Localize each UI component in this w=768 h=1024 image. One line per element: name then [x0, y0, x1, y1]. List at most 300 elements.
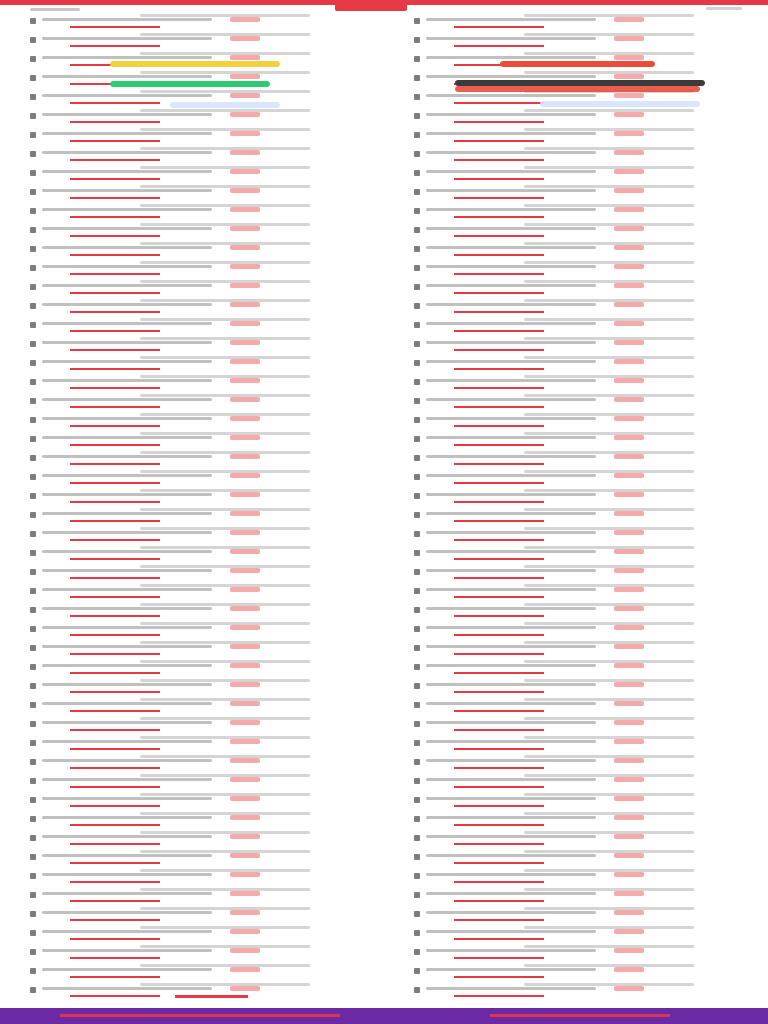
listing-title[interactable]	[426, 607, 596, 610]
bullet-icon	[30, 873, 36, 879]
listing-meta	[140, 33, 310, 36]
list-item[interactable]	[30, 31, 330, 50]
listing-title[interactable]	[426, 341, 596, 344]
row-underline	[454, 539, 544, 541]
list-item[interactable]	[414, 563, 714, 582]
list-item[interactable]	[414, 506, 714, 525]
listing-meta	[140, 185, 310, 188]
listing-meta	[140, 52, 310, 55]
list-item[interactable]	[30, 639, 330, 658]
row-underline	[70, 539, 160, 541]
list-item[interactable]	[30, 848, 330, 867]
row-underline	[70, 520, 160, 522]
listing-title[interactable]	[426, 474, 596, 477]
list-item[interactable]	[30, 601, 330, 620]
listing-title[interactable]	[42, 778, 212, 781]
bullet-icon	[30, 56, 36, 62]
list-item[interactable]	[30, 734, 330, 753]
row-underline	[454, 406, 544, 408]
bullet-icon	[30, 721, 36, 727]
list-item[interactable]	[414, 544, 714, 563]
listing-title[interactable]	[42, 493, 212, 496]
list-item[interactable]	[30, 506, 330, 525]
list-item[interactable]	[30, 544, 330, 563]
ad-badge	[614, 245, 644, 250]
listing-title[interactable]	[426, 322, 596, 325]
listing-title[interactable]	[426, 683, 596, 686]
row-underline	[70, 444, 160, 446]
listing-title[interactable]	[42, 816, 212, 819]
list-item[interactable]	[414, 810, 714, 829]
list-item[interactable]	[30, 259, 330, 278]
right-column	[384, 12, 768, 1008]
listing-title[interactable]	[426, 531, 596, 534]
list-item[interactable]	[30, 924, 330, 943]
list-item[interactable]	[414, 468, 714, 487]
ad-badge	[614, 359, 644, 364]
ad-badge	[230, 340, 260, 345]
list-item[interactable]	[30, 753, 330, 772]
list-item[interactable]	[414, 145, 714, 164]
bullet-icon	[414, 151, 420, 157]
list-item[interactable]	[414, 107, 714, 126]
list-item[interactable]	[30, 373, 330, 392]
bullet-icon	[414, 607, 420, 613]
ad-badge	[230, 701, 260, 706]
list-item[interactable]	[30, 183, 330, 202]
listing-title[interactable]	[426, 588, 596, 591]
list-item[interactable]	[414, 183, 714, 202]
bullet-icon	[414, 56, 420, 62]
site-logo[interactable]	[335, 3, 407, 11]
list-item[interactable]	[414, 278, 714, 297]
listing-title[interactable]	[42, 588, 212, 591]
listing-title[interactable]	[426, 550, 596, 553]
list-item[interactable]	[414, 620, 714, 639]
listing-title[interactable]	[426, 892, 596, 895]
listing-meta	[524, 394, 694, 397]
listing-title[interactable]	[42, 474, 212, 477]
listing-title[interactable]	[426, 379, 596, 382]
listing-title[interactable]	[42, 512, 212, 515]
list-item[interactable]	[414, 316, 714, 335]
ad-badge	[230, 359, 260, 364]
list-item[interactable]	[414, 354, 714, 373]
list-item[interactable]	[30, 430, 330, 449]
bullet-icon	[414, 284, 420, 290]
listing-title[interactable]	[42, 987, 212, 990]
listing-title[interactable]	[42, 854, 212, 857]
list-item[interactable]	[414, 430, 714, 449]
listing-title[interactable]	[42, 417, 212, 420]
listing-title[interactable]	[426, 132, 596, 135]
listing-title[interactable]	[42, 132, 212, 135]
row-underline	[70, 254, 160, 256]
listing-title[interactable]	[426, 854, 596, 857]
listing-title[interactable]	[42, 208, 212, 211]
list-item[interactable]	[30, 772, 330, 791]
list-item[interactable]	[414, 981, 714, 1000]
listing-title[interactable]	[426, 208, 596, 211]
listing-title[interactable]	[426, 569, 596, 572]
row-underline	[70, 862, 160, 864]
list-item[interactable]	[414, 753, 714, 772]
row-underline	[454, 121, 544, 123]
footer-accent	[60, 1014, 340, 1017]
listing-title[interactable]	[426, 759, 596, 762]
list-item[interactable]	[414, 487, 714, 506]
page-caption	[30, 8, 80, 11]
listing-title[interactable]	[42, 892, 212, 895]
list-item[interactable]	[414, 829, 714, 848]
list-item[interactable]	[414, 734, 714, 753]
listing-meta	[524, 964, 694, 967]
listing-meta	[140, 394, 310, 397]
ad-badge	[614, 929, 644, 934]
listing-title[interactable]	[426, 740, 596, 743]
listing-title[interactable]	[42, 626, 212, 629]
listing-title[interactable]	[42, 569, 212, 572]
bullet-icon	[414, 626, 420, 632]
listing-title[interactable]	[42, 75, 212, 78]
bullet-icon	[414, 759, 420, 765]
listing-title[interactable]	[42, 531, 212, 534]
listing-title[interactable]	[42, 265, 212, 268]
listing-title[interactable]	[426, 170, 596, 173]
listing-title[interactable]	[426, 303, 596, 306]
ad-badge	[614, 663, 644, 668]
listing-title[interactable]	[42, 740, 212, 743]
listing-title[interactable]	[426, 835, 596, 838]
listing-meta	[524, 71, 694, 74]
bullet-icon	[30, 759, 36, 765]
list-item[interactable]	[30, 658, 330, 677]
banner-strip	[170, 102, 280, 108]
listing-title[interactable]	[426, 873, 596, 876]
list-item[interactable]	[414, 886, 714, 905]
listing-title[interactable]	[426, 797, 596, 800]
list-item[interactable]	[414, 126, 714, 145]
listing-title[interactable]	[42, 379, 212, 382]
listing-title[interactable]	[426, 702, 596, 705]
listing-meta	[140, 565, 310, 568]
bullet-icon	[30, 968, 36, 974]
row-underline	[454, 710, 544, 712]
list-item[interactable]	[414, 677, 714, 696]
list-item[interactable]	[414, 411, 714, 430]
ad-badge	[614, 815, 644, 820]
listing-title[interactable]	[426, 949, 596, 952]
row-underline	[454, 387, 544, 389]
list-item[interactable]	[414, 12, 714, 31]
listing-title[interactable]	[426, 360, 596, 363]
listing-title[interactable]	[426, 645, 596, 648]
bullet-icon	[414, 493, 420, 499]
listing-title[interactable]	[42, 56, 212, 59]
listing-title[interactable]	[426, 968, 596, 971]
listing-title[interactable]	[42, 37, 212, 40]
row-underline	[454, 672, 544, 674]
listing-title[interactable]	[426, 94, 596, 97]
list-item[interactable]	[30, 563, 330, 582]
list-item[interactable]	[30, 715, 330, 734]
ad-badge	[230, 929, 260, 934]
pagination-indicator[interactable]	[175, 995, 248, 998]
listing-title[interactable]	[42, 645, 212, 648]
listing-title[interactable]	[426, 75, 596, 78]
listing-title[interactable]	[426, 18, 596, 21]
list-item[interactable]	[414, 240, 714, 259]
listing-title[interactable]	[426, 911, 596, 914]
listing-title[interactable]	[426, 816, 596, 819]
list-item[interactable]	[414, 297, 714, 316]
list-item[interactable]	[30, 126, 330, 145]
list-item[interactable]	[414, 392, 714, 411]
row-underline	[454, 197, 544, 199]
listing-title[interactable]	[42, 455, 212, 458]
ad-badge	[230, 169, 260, 174]
list-item[interactable]	[30, 354, 330, 373]
listing-title[interactable]	[42, 322, 212, 325]
listing-title[interactable]	[42, 151, 212, 154]
list-item[interactable]	[414, 696, 714, 715]
listing-title[interactable]	[42, 664, 212, 667]
listing-title[interactable]	[42, 341, 212, 344]
ad-badge	[230, 967, 260, 972]
banner-strip	[455, 86, 700, 92]
list-item[interactable]	[414, 905, 714, 924]
list-item[interactable]	[30, 886, 330, 905]
list-item[interactable]	[414, 259, 714, 278]
row-underline	[70, 577, 160, 579]
list-item[interactable]	[414, 221, 714, 240]
list-item[interactable]	[30, 449, 330, 468]
list-item[interactable]	[30, 316, 330, 335]
ad-badge	[230, 606, 260, 611]
list-item[interactable]	[30, 240, 330, 259]
list-item[interactable]	[414, 601, 714, 620]
bullet-icon	[30, 512, 36, 518]
list-item[interactable]	[414, 525, 714, 544]
listing-title[interactable]	[426, 417, 596, 420]
bullet-icon	[414, 455, 420, 461]
list-item[interactable]	[414, 791, 714, 810]
listing-title[interactable]	[426, 398, 596, 401]
listing-title[interactable]	[426, 664, 596, 667]
list-item[interactable]	[30, 905, 330, 924]
list-item[interactable]	[414, 164, 714, 183]
bullet-icon	[30, 645, 36, 651]
bullet-icon	[414, 170, 420, 176]
listing-title[interactable]	[42, 246, 212, 249]
list-item[interactable]	[30, 392, 330, 411]
row-underline	[454, 653, 544, 655]
list-item[interactable]	[414, 449, 714, 468]
listing-meta	[140, 204, 310, 207]
listing-title[interactable]	[42, 930, 212, 933]
list-item[interactable]	[30, 12, 330, 31]
listing-title[interactable]	[426, 227, 596, 230]
listing-meta	[524, 432, 694, 435]
listing-title[interactable]	[42, 911, 212, 914]
listing-meta	[524, 907, 694, 910]
row-underline	[454, 615, 544, 617]
listing-title[interactable]	[426, 493, 596, 496]
list-item[interactable]	[414, 582, 714, 601]
list-item[interactable]	[30, 943, 330, 962]
listing-meta	[140, 147, 310, 150]
listing-title[interactable]	[426, 113, 596, 116]
list-item[interactable]	[30, 810, 330, 829]
listing-meta	[140, 793, 310, 796]
list-item[interactable]	[414, 202, 714, 221]
listing-title[interactable]	[42, 835, 212, 838]
bullet-icon	[414, 379, 420, 385]
listing-title[interactable]	[42, 170, 212, 173]
listing-title[interactable]	[426, 512, 596, 515]
row-underline	[70, 843, 160, 845]
listing-meta	[524, 736, 694, 739]
listing-title[interactable]	[42, 436, 212, 439]
listing-meta	[524, 261, 694, 264]
row-underline	[70, 273, 160, 275]
list-item[interactable]	[414, 31, 714, 50]
listing-title[interactable]	[42, 683, 212, 686]
listing-title[interactable]	[426, 246, 596, 249]
listing-title[interactable]	[42, 550, 212, 553]
listing-title[interactable]	[42, 797, 212, 800]
list-item[interactable]	[30, 962, 330, 981]
listing-title[interactable]	[42, 398, 212, 401]
listing-title[interactable]	[42, 759, 212, 762]
ad-badge	[614, 226, 644, 231]
listing-title[interactable]	[426, 778, 596, 781]
list-item[interactable]	[414, 715, 714, 734]
list-item[interactable]	[414, 373, 714, 392]
listing-title[interactable]	[42, 607, 212, 610]
listing-title[interactable]	[426, 56, 596, 59]
listing-title[interactable]	[42, 227, 212, 230]
ad-badge	[614, 169, 644, 174]
row-underline	[70, 482, 160, 484]
listing-title[interactable]	[426, 284, 596, 287]
listing-meta	[140, 90, 310, 93]
list-item[interactable]	[30, 202, 330, 221]
list-item[interactable]	[30, 867, 330, 886]
list-item[interactable]	[30, 145, 330, 164]
listing-title[interactable]	[426, 151, 596, 154]
listing-title[interactable]	[42, 360, 212, 363]
ad-badge	[230, 112, 260, 117]
row-underline	[454, 425, 544, 427]
listing-title[interactable]	[426, 189, 596, 192]
bullet-icon	[414, 968, 420, 974]
row-underline	[454, 501, 544, 503]
listing-meta	[524, 584, 694, 587]
ad-badge	[230, 302, 260, 307]
ad-badge	[614, 150, 644, 155]
bullet-icon	[30, 37, 36, 43]
list-item[interactable]	[30, 335, 330, 354]
list-item[interactable]	[30, 221, 330, 240]
ad-badge	[614, 796, 644, 801]
row-underline	[454, 273, 544, 275]
listing-title[interactable]	[426, 436, 596, 439]
listing-title[interactable]	[42, 113, 212, 116]
list-item[interactable]	[414, 335, 714, 354]
listing-title[interactable]	[42, 303, 212, 306]
listing-title[interactable]	[426, 987, 596, 990]
listing-title[interactable]	[426, 37, 596, 40]
list-item[interactable]	[30, 677, 330, 696]
list-item[interactable]	[30, 487, 330, 506]
listing-title[interactable]	[426, 930, 596, 933]
listing-title[interactable]	[42, 873, 212, 876]
bullet-icon	[414, 132, 420, 138]
list-item[interactable]	[414, 772, 714, 791]
list-item[interactable]	[414, 639, 714, 658]
listing-title[interactable]	[42, 968, 212, 971]
ad-badge	[230, 834, 260, 839]
list-item[interactable]	[30, 107, 330, 126]
list-item[interactable]	[414, 658, 714, 677]
list-item[interactable]	[30, 791, 330, 810]
list-item[interactable]	[30, 164, 330, 183]
listing-title[interactable]	[426, 721, 596, 724]
listing-title[interactable]	[42, 721, 212, 724]
list-item[interactable]	[30, 829, 330, 848]
list-item[interactable]	[30, 468, 330, 487]
listing-title[interactable]	[42, 94, 212, 97]
list-item[interactable]	[30, 620, 330, 639]
ad-badge	[230, 416, 260, 421]
list-item[interactable]	[414, 848, 714, 867]
list-item[interactable]	[30, 278, 330, 297]
listing-title[interactable]	[42, 284, 212, 287]
ad-badge	[614, 910, 644, 915]
list-item[interactable]	[414, 962, 714, 981]
ad-badge	[614, 131, 644, 136]
bullet-icon	[30, 360, 36, 366]
listing-title[interactable]	[426, 455, 596, 458]
listing-title[interactable]	[426, 626, 596, 629]
listing-title[interactable]	[42, 949, 212, 952]
row-underline	[454, 957, 544, 959]
top-right-link[interactable]	[706, 7, 742, 10]
row-underline	[454, 938, 544, 940]
ad-badge	[614, 511, 644, 516]
list-item[interactable]	[30, 525, 330, 544]
list-item[interactable]	[30, 411, 330, 430]
row-underline	[70, 957, 160, 959]
list-item[interactable]	[414, 867, 714, 886]
list-item[interactable]	[414, 924, 714, 943]
listing-title[interactable]	[42, 702, 212, 705]
listing-title[interactable]	[426, 265, 596, 268]
bullet-icon	[30, 208, 36, 214]
list-item[interactable]	[30, 696, 330, 715]
listing-title[interactable]	[42, 18, 212, 21]
list-item[interactable]	[30, 297, 330, 316]
bullet-icon	[414, 113, 420, 119]
listing-title[interactable]	[42, 189, 212, 192]
row-underline	[70, 653, 160, 655]
list-item[interactable]	[414, 943, 714, 962]
row-underline	[454, 368, 544, 370]
ad-badge	[230, 891, 260, 896]
listing-meta	[140, 223, 310, 226]
list-item[interactable]	[30, 582, 330, 601]
